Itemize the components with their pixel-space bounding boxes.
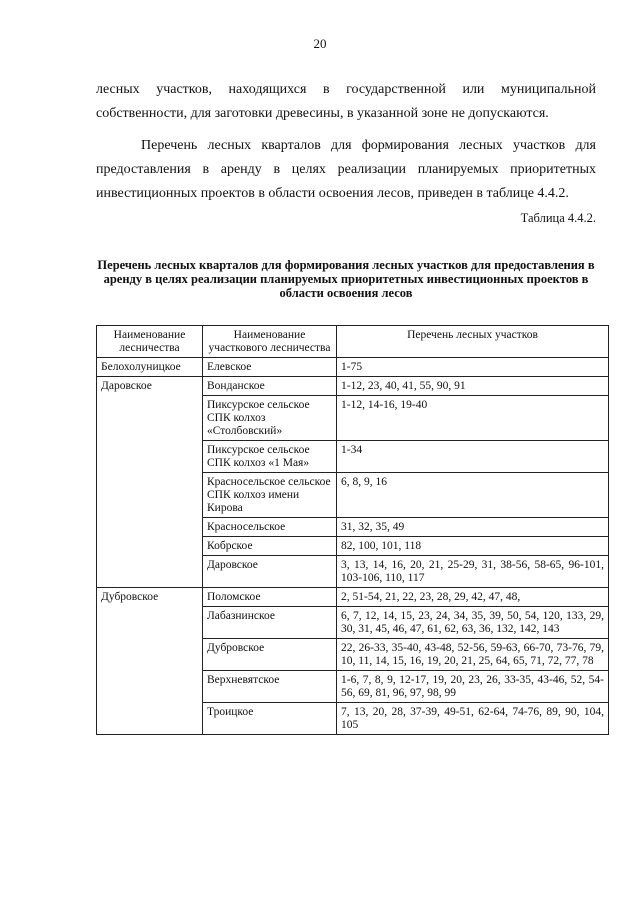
header-district: Наименование участкового лесничества [203,326,337,358]
cell-district: Вонданское [203,377,337,396]
page-number: 20 [313,36,327,51]
cell-plots: 1-12, 14-16, 19-40 [337,396,609,441]
cell-plots: 6, 8, 9, 16 [337,473,609,518]
cell-forestry: Даровское [97,377,203,588]
forest-quarters-table [96,325,609,735]
cell-plots: 6, 7, 12, 14, 15, 23, 24, 34, 35, 39, 50, 54, 120, 133, 29, 30, 31, 45, 46, 47, 61, 62, 63, 36, 132, 142, 143 [337,607,609,639]
cell-district: Даровское [203,556,337,588]
cell-district: Елевское [203,358,337,377]
cell-district: Красносельское сельское СПК колхоз имени Кирова [203,473,337,518]
body-paragraph: лесных участков, находящихся в государственной или муниципальной собственности, для заготовки древесины, в указанной зоне не допускаются. [96,82,596,121]
table-row [97,358,609,377]
cell-plots: 7, 13, 20, 28, 37-39, 49-51, 62-64, 74-76, 89, 90, 104, 105 [337,703,609,735]
table-row [97,588,609,607]
cell-district: Троицкое [203,703,337,735]
table-row [97,377,609,396]
cell-district: Дубровское [203,639,337,671]
cell-forestry: Дубровское [97,588,203,735]
cell-district: Лабазнинское [203,607,337,639]
cell-plots: 82, 100, 101, 118 [337,537,609,556]
header-plots: Перечень лесных участков [337,326,609,358]
cell-plots: 1-34 [337,441,609,473]
cell-district: Пиксурское сельское СПК колхоз «1 Мая» [203,441,337,473]
cell-plots: 1-12, 23, 40, 41, 55, 90, 91 [337,377,609,396]
cell-district: Красносельское [203,518,337,537]
cell-forestry: Белохолуницкое [97,358,203,377]
cell-district: Кобрское [203,537,337,556]
table-header-row [97,326,609,358]
cell-district: Поломское [203,588,337,607]
cell-district: Верхневятское [203,671,337,703]
cell-district: Пиксурское сельское СПК колхоз «Столбовский» [203,396,337,441]
cell-plots: 31, 32, 35, 49 [337,518,609,537]
cell-plots: 22, 26-33, 35-40, 43-48, 52-56, 59-63, 66-70, 73-76, 79, 10, 11, 14, 15, 16, 19, 20, 21, 25, 64, 65, 71, 72, 77, 78 [337,639,609,671]
cell-plots: 1-75 [337,358,609,377]
table-caption: Таблица 4.4.2. [520,211,596,225]
header-forestry: Наименование лесничества [97,326,203,358]
cell-plots: 2, 51-54, 21, 22, 23, 28, 29, 42, 47, 48, [337,588,609,607]
cell-plots: 3, 13, 14, 16, 20, 21, 25-29, 31, 38-56, 58-65, 96-101, 103-106, 110, 117 [337,556,609,588]
body-paragraph: Перечень лесных кварталов для формирования лесных участков для предоставления в аренду в целях реализации планируемых приоритетных инвестиционных проектов в области освоения лесов, приведен в таблице 4.4.2. [96,138,596,201]
table-title: Перечень лесных кварталов для формирования лесных участков для предоставления в аренду в целях реализации планируемых приоритетных инвестиционных проектов в области освоения лесов [97,258,595,300]
cell-plots: 1-6, 7, 8, 9, 12-17, 19, 20, 23, 26, 33-35, 43-46, 52, 54-56, 69, 81, 96, 97, 98, 99 [337,671,609,703]
